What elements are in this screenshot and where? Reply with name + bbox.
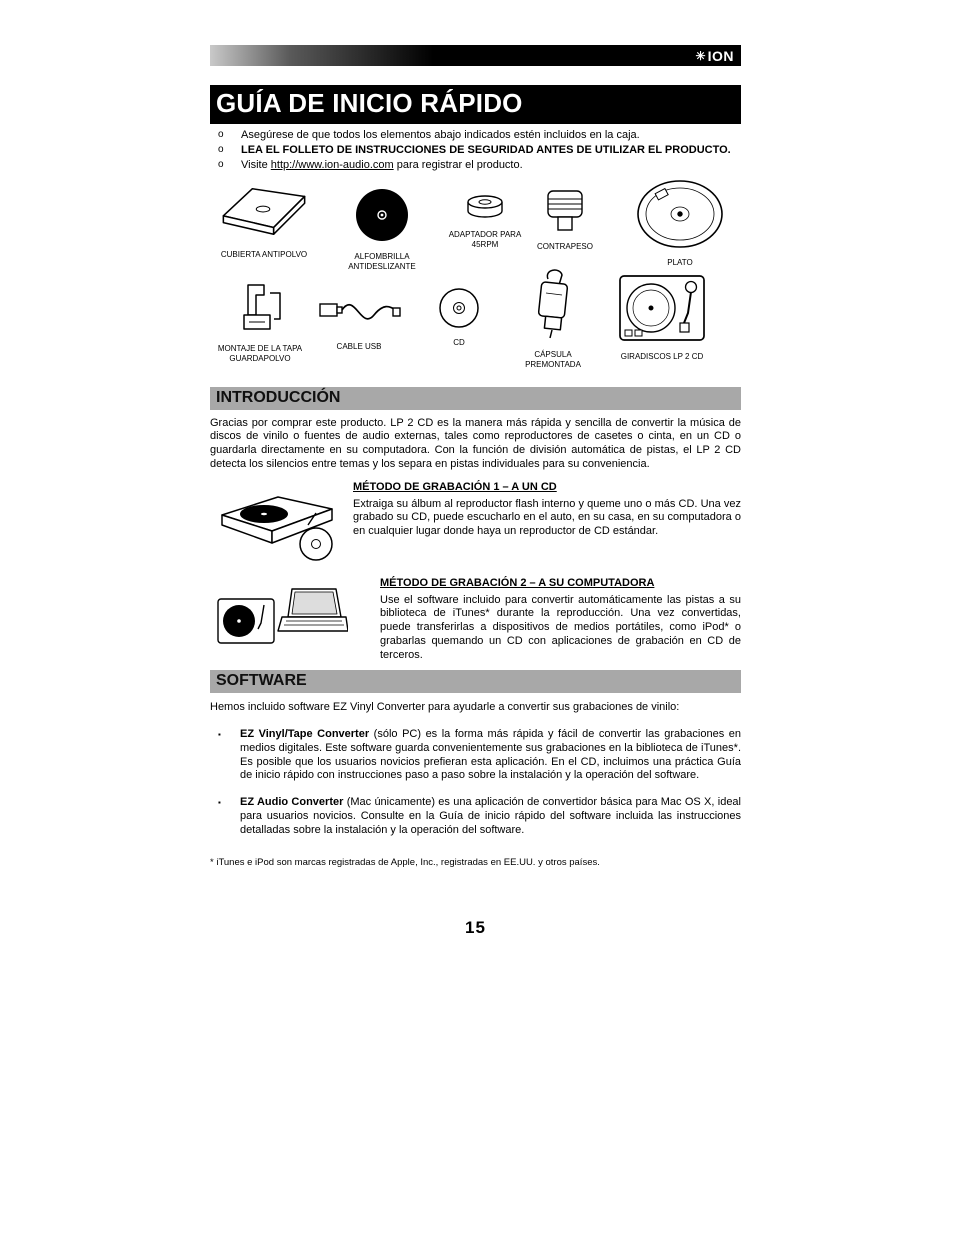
box-item-label: PLATO <box>667 257 693 267</box>
box-item-label: CUBIERTA ANTIPOLVO <box>220 249 308 259</box>
circle-bullet: o <box>218 129 224 140</box>
content-column <box>210 45 741 937</box>
ion-logo-text: ION <box>707 47 734 64</box>
turntable-computer-illustration <box>210 577 380 663</box>
box-item-dust-cover <box>212 181 316 260</box>
box-item-label: CD <box>453 337 465 347</box>
box-item-turntable <box>610 273 714 362</box>
page-number: 15 <box>465 918 486 937</box>
ion-logo-star-icon: ✳ <box>695 48 706 63</box>
method-1-title: MÉTODO DE GRABACIÓN 1 – A UN CD <box>353 480 557 493</box>
checklist-text-pre: Visite <box>241 158 271 171</box>
recording-method-1 <box>210 481 741 568</box>
box-contents-board <box>210 179 741 379</box>
page-header-bar <box>210 45 741 66</box>
dust-cover-illustration <box>216 181 312 246</box>
checklist-text-post: para registrar el producto. <box>393 158 523 171</box>
box-item-dust-cover-hinges <box>212 281 308 364</box>
45rpm-adapter-illustration <box>465 193 505 226</box>
square-bullet: ▪ <box>218 798 221 808</box>
registration-link[interactable]: http://www.ion-audio.com <box>270 158 394 171</box>
software-product-name: EZ Vinyl/Tape Converter <box>240 728 370 741</box>
counterweight-illustration <box>544 189 586 238</box>
checklist-item <box>218 129 741 143</box>
trademark-footnote: * iTunes e iPod son marcas registradas de Apple, Inc., registradas en EE.UU. y otros países. <box>210 857 600 869</box>
checklist-text: Asegúrese de que todos los elementos abajo indicados estén incluidos en la caja. <box>241 129 640 141</box>
box-item-label: ADAPTADOR PARA 45RPM <box>448 229 522 249</box>
recording-method-2 <box>210 577 741 663</box>
software-bullet-text <box>240 728 741 783</box>
checklist-text <box>241 159 523 173</box>
introduction-body: Gracias por comprar este producto. LP 2 CD es la manera más rápida y sencilla de convertir la música de discos de vinilo o fuentes de audio externas, tales como reproductores de casetes o cinta, en un CD o guardarla directamente en su computadora. Con la función de división automática de pistas, el LP 2 CD detecta los silencios entre temas y los separa en pistas individuales para su conveniencia. <box>210 416 741 470</box>
checklist-item <box>218 159 741 173</box>
box-item-label: CABLE USB <box>336 341 382 351</box>
section-heading-software: SOFTWARE <box>210 670 741 693</box>
usb-cable-illustration <box>317 289 401 338</box>
method-1-body: Extraiga su álbum al reproductor flash interno y queme uno o más CD. Una vez grabado su CD, puede escucharlo en el auto, en su casa, en su computadora o en cualquier lugar donde haya un reproductor de CD estándar. <box>353 497 741 538</box>
method-1-text-block <box>353 481 741 568</box>
box-item-counterweight <box>528 189 602 252</box>
software-bullet-ez-vinyl <box>210 728 741 783</box>
box-item-cd <box>424 287 494 348</box>
turntable-illustration <box>618 273 706 348</box>
ion-logo <box>696 48 734 64</box>
method-2-text-block <box>380 577 741 663</box>
software-product-desc: (sólo PC) es la forma más rápida y fácil de convertir las grabaciones en medios digitales. Este software guarda convenientemente sus grabaciones en la biblioteca de iTunes*. Es posible que los usuarios novicios prefieran esta aplicación. En el CD, incluimos una práctica Guía de inicio rápido con instrucciones paso a paso sobre la instalación y la operación del software. <box>240 728 741 782</box>
software-bullet-text <box>240 796 741 837</box>
box-item-label: ALFOMBRILLA ANTIDESLIZANTE <box>348 251 416 271</box>
box-item-label: CÁPSULA PREMONTADA <box>525 349 581 369</box>
box-item-45rpm-adapter <box>448 193 522 250</box>
box-item-label: MONTAJE DE LA TAPA GUARDAPOLVO <box>217 343 303 363</box>
cartridge-illustration <box>526 265 580 346</box>
checklist-text: LEA EL FOLLETO DE INSTRUCCIONES DE SEGURIDAD ANTES DE UTILIZAR EL PRODUCTO. <box>241 143 731 156</box>
cd-illustration <box>438 287 480 334</box>
software-product-name: EZ Audio Converter <box>240 796 344 809</box>
box-item-label: CONTRAPESO <box>536 241 593 251</box>
circle-bullet: o <box>218 143 224 155</box>
box-item-usb-cable <box>314 289 404 352</box>
turntable-cd-illustration <box>210 481 353 568</box>
method-2-title: MÉTODO DE GRABACIÓN 2 – A SU COMPUTADORA <box>380 576 655 589</box>
box-item-slipmat <box>328 187 436 272</box>
platter-illustration <box>636 179 724 254</box>
checklist-item <box>218 144 741 158</box>
square-bullet: ▪ <box>218 730 221 740</box>
circle-bullet: o <box>218 158 224 170</box>
method-2-body: Use el software incluido para convertir automáticamente las pistas a su biblioteca de iTunes* durante la reproducción. Una vez convertidas, puede transferirlas a dispositivos de medios portátiles, como iPod* o grabarlas quemando un CD con aplicaciones de grabación en CD de terceros. <box>380 593 741 661</box>
box-item-platter <box>630 179 730 268</box>
software-intro: Hemos incluido software EZ Vinyl Converter para ayudarle a convertir sus grabaciones de vinilo: <box>210 701 680 714</box>
slipmat-illustration <box>354 187 410 248</box>
box-item-cartridge <box>514 265 592 370</box>
page-title: GUÍA DE INICIO RÁPIDO <box>210 85 741 124</box>
box-item-label: GIRADISCOS LP 2 CD <box>620 351 704 361</box>
software-product-desc: (Mac únicamente) es una aplicación de convertidor básica para Mac OS X, ideal para usuarios novicios. Consulte en la Guía de inicio rápido del software incluida las instrucciones detalladas sobre la instalación y la operación del software. <box>240 796 741 836</box>
software-bullet-ez-audio <box>210 796 741 837</box>
checklist <box>210 129 741 173</box>
section-heading-introduction: INTRODUCCIÓN <box>210 387 741 410</box>
hinge-brackets-illustration <box>234 281 286 340</box>
